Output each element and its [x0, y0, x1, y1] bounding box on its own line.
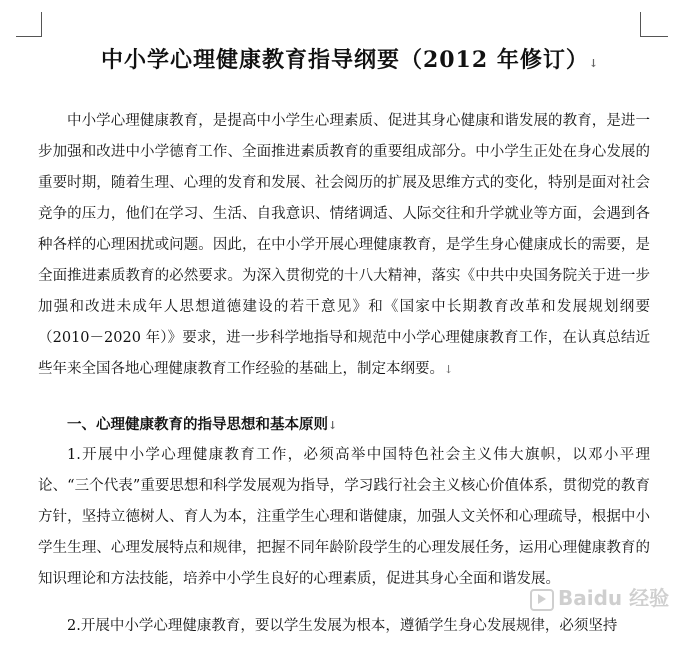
title-text: 中小学心理健康教育指导纲要（2012 年修订） — [100, 47, 589, 73]
watermark-text: Baidu 经验 — [558, 586, 670, 610]
crop-mark-top-left — [16, 36, 42, 37]
play-logo-icon — [530, 589, 554, 611]
document-title[interactable] — [40, 44, 660, 80]
paragraph-intro[interactable] — [38, 106, 650, 404]
crop-mark-top-left-vertical — [41, 12, 42, 37]
crop-mark-top-right — [640, 36, 668, 37]
paragraph-mark: ↓ — [444, 363, 454, 376]
paragraph-mark: ↓ — [328, 419, 338, 432]
section-heading[interactable] — [67, 409, 337, 441]
paragraph-item-2[interactable] — [38, 611, 650, 645]
paragraph-item-2-text: 2.开展中小学心理健康教育，要以学生发展为根本，遵循学生身心发展规律，必须坚持 — [67, 618, 618, 634]
baidu-jingyan-watermark — [530, 582, 669, 611]
section-heading-text: 一、心理健康教育的指导思想和基本原则 — [67, 416, 328, 433]
paragraph-mark: ↓ — [588, 57, 600, 70]
paragraph-intro-text: 中小学心理健康教育，是提高中小学生心理素质、促进其身心健康和谐发展的教育，是进一步加强和改进中小学德育工作、全面推进素质教育的重要组成部分。中小学生正处在身心发展的重要时期，随着生理、心理的发育和发展、社会阅历的扩展及思维方式的变化，特别是面对社会竞争的压力，他们在学习、生活、自我意识、情绪调适、人际交往和升学就业等方面，会遇到各种各样的心理困扰或问题。因此，在中小学开展心理健康教育，是学生身心健康成长的需要，是全面推进素质教育的必然要求。为深入贯彻党的十八大精神，落实《中共中央国务院关于进一步加强和改进未成年人思想道德建设的若干意见》和《国家中长期教育改革和发展规划纲要（2010－2020 年）》要求，进一步科学地指导和规范中小学心理健康教育工作，在认真总结近些年来全国各地心理健康教育工作经验的基础上，制定本纲要。 — [38, 113, 650, 377]
crop-mark-top-right-vertical — [640, 12, 641, 37]
paragraph-item-1-text: 1.开展中小学心理健康教育工作，必须高举中国特色社会主义伟大旗帜，以邓小平理论、“三个代表”重要思想和科学发展观为指导，学习践行社会主义核心价值体系，贯彻党的教育方针，坚持立德树人、育人为本，注重学生心理和谐健康，加强人文关怀和心理疏导，根据中小学生生理、心理发展特点和规律，把握不同年龄阶段学生的心理发展任务，运用心理健康教育的知识理论和方法技能，培养中小学生良好的心理素质，促进其身心全面和谐发展。 — [38, 447, 650, 587]
